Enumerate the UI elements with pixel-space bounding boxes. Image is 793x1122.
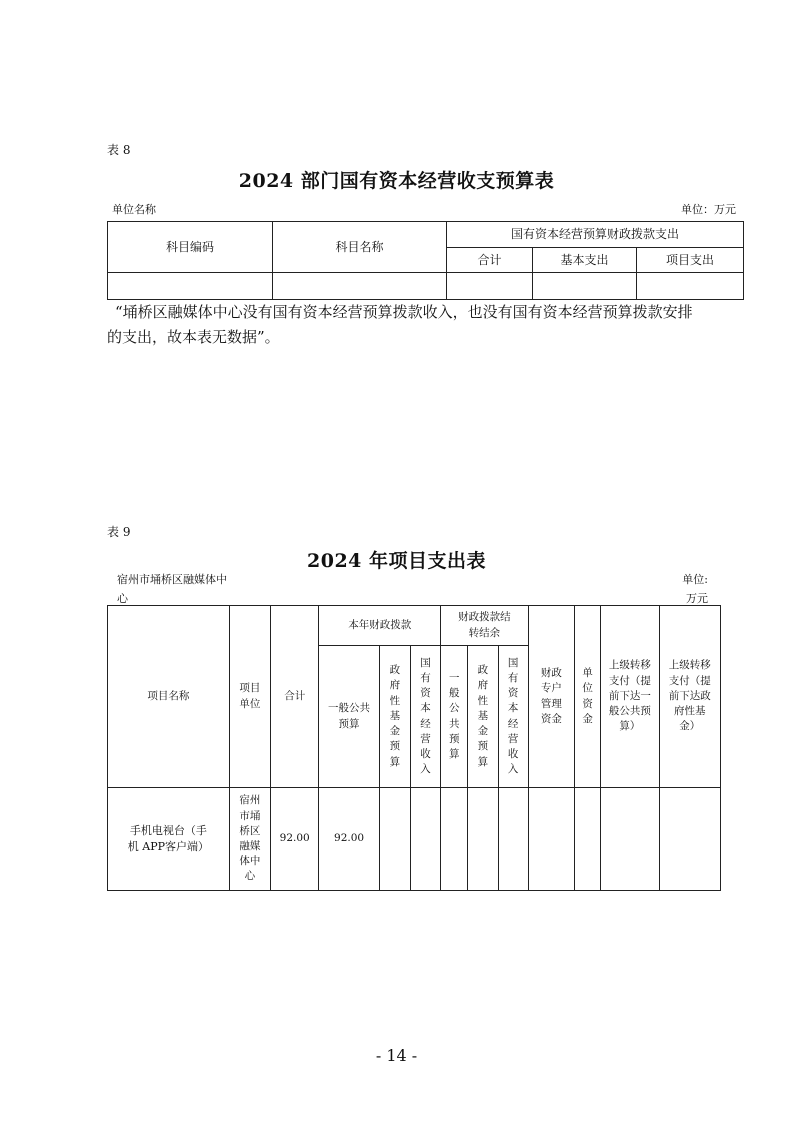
header-co-general: 一般公共预算: [441, 646, 468, 788]
cell-project-unit: 宿州市埇桥区融媒体中心: [229, 788, 270, 891]
header-total: 合计: [447, 248, 533, 273]
table8-unit: 单位：万元: [681, 203, 736, 216]
empty-cell: [601, 788, 659, 891]
empty-cell: [447, 273, 533, 300]
table8-label: 表 8: [107, 143, 131, 157]
empty-cell: [533, 273, 637, 300]
table9-unit: 单位:万元: [682, 573, 708, 605]
page-number: - 14 -: [375, 1046, 418, 1065]
header-total: 合计: [271, 606, 319, 788]
table9-unit-name: 宿州市埇桥区融媒体中心: [117, 573, 227, 605]
empty-cell: [468, 788, 498, 891]
empty-cell: [528, 788, 574, 891]
header-unit-fund: 单位资金: [575, 606, 601, 788]
header-upper-general: 上级转移支付（提前下达一般公共预算）: [601, 606, 659, 788]
empty-cell: [659, 788, 720, 891]
header-state-capital: 国有资本经营收入: [410, 646, 440, 788]
table9-title: 2024 年项目支出表: [307, 550, 486, 572]
empty-cell: [108, 273, 273, 300]
empty-cell: [637, 273, 744, 300]
table8-title: 2024 部门国有资本经营收支预算表: [238, 170, 555, 192]
empty-cell: [575, 788, 601, 891]
table8-unit-name: 单位名称: [112, 203, 156, 216]
empty-cell: [498, 788, 528, 891]
empty-cell: [379, 788, 410, 891]
cell-project-name: 手机电视台（手机 APP客户端）: [108, 788, 230, 891]
header-gov-fund: 政府性基金预算: [379, 646, 410, 788]
header-current-year: 本年财政拨款: [319, 606, 441, 646]
cell-general-budget: 92.00: [319, 788, 379, 891]
header-project-unit: 项目单位: [229, 606, 270, 788]
header-upper-gov-fund: 上级转移支付（提前下达政府性基金）: [659, 606, 720, 788]
header-special-fund: 财政专户管理资金: [528, 606, 574, 788]
header-general-budget: 一般公共预算: [319, 646, 379, 788]
header-co-gov-fund: 政府性基金预算: [468, 646, 498, 788]
header-project: 项目支出: [637, 248, 744, 273]
table-row: [108, 788, 721, 891]
header-project-name: 项目名称: [108, 606, 230, 788]
empty-cell: [273, 273, 447, 300]
table9-label: 表 9: [107, 525, 131, 539]
header-basic: 基本支出: [533, 248, 637, 273]
header-name: 科目名称: [273, 222, 447, 273]
header-co-state-capital: 国有资本经营收入: [498, 646, 528, 788]
table8-note: “埇桥区融媒体中心没有国有资本经营预算拨款收入，也没有国有资本经营预算拨款安排的支出，故本表无数据”。: [107, 303, 693, 346]
table8: [107, 221, 744, 300]
cell-total: 92.00: [271, 788, 319, 891]
empty-cell: [441, 788, 468, 891]
empty-cell: [410, 788, 440, 891]
header-carryover: 财政拨款结转结余: [441, 606, 529, 646]
table9: [107, 605, 721, 891]
header-code: 科目编码: [108, 222, 273, 273]
header-group: 国有资本经营预算财政拨款支出: [447, 222, 744, 248]
